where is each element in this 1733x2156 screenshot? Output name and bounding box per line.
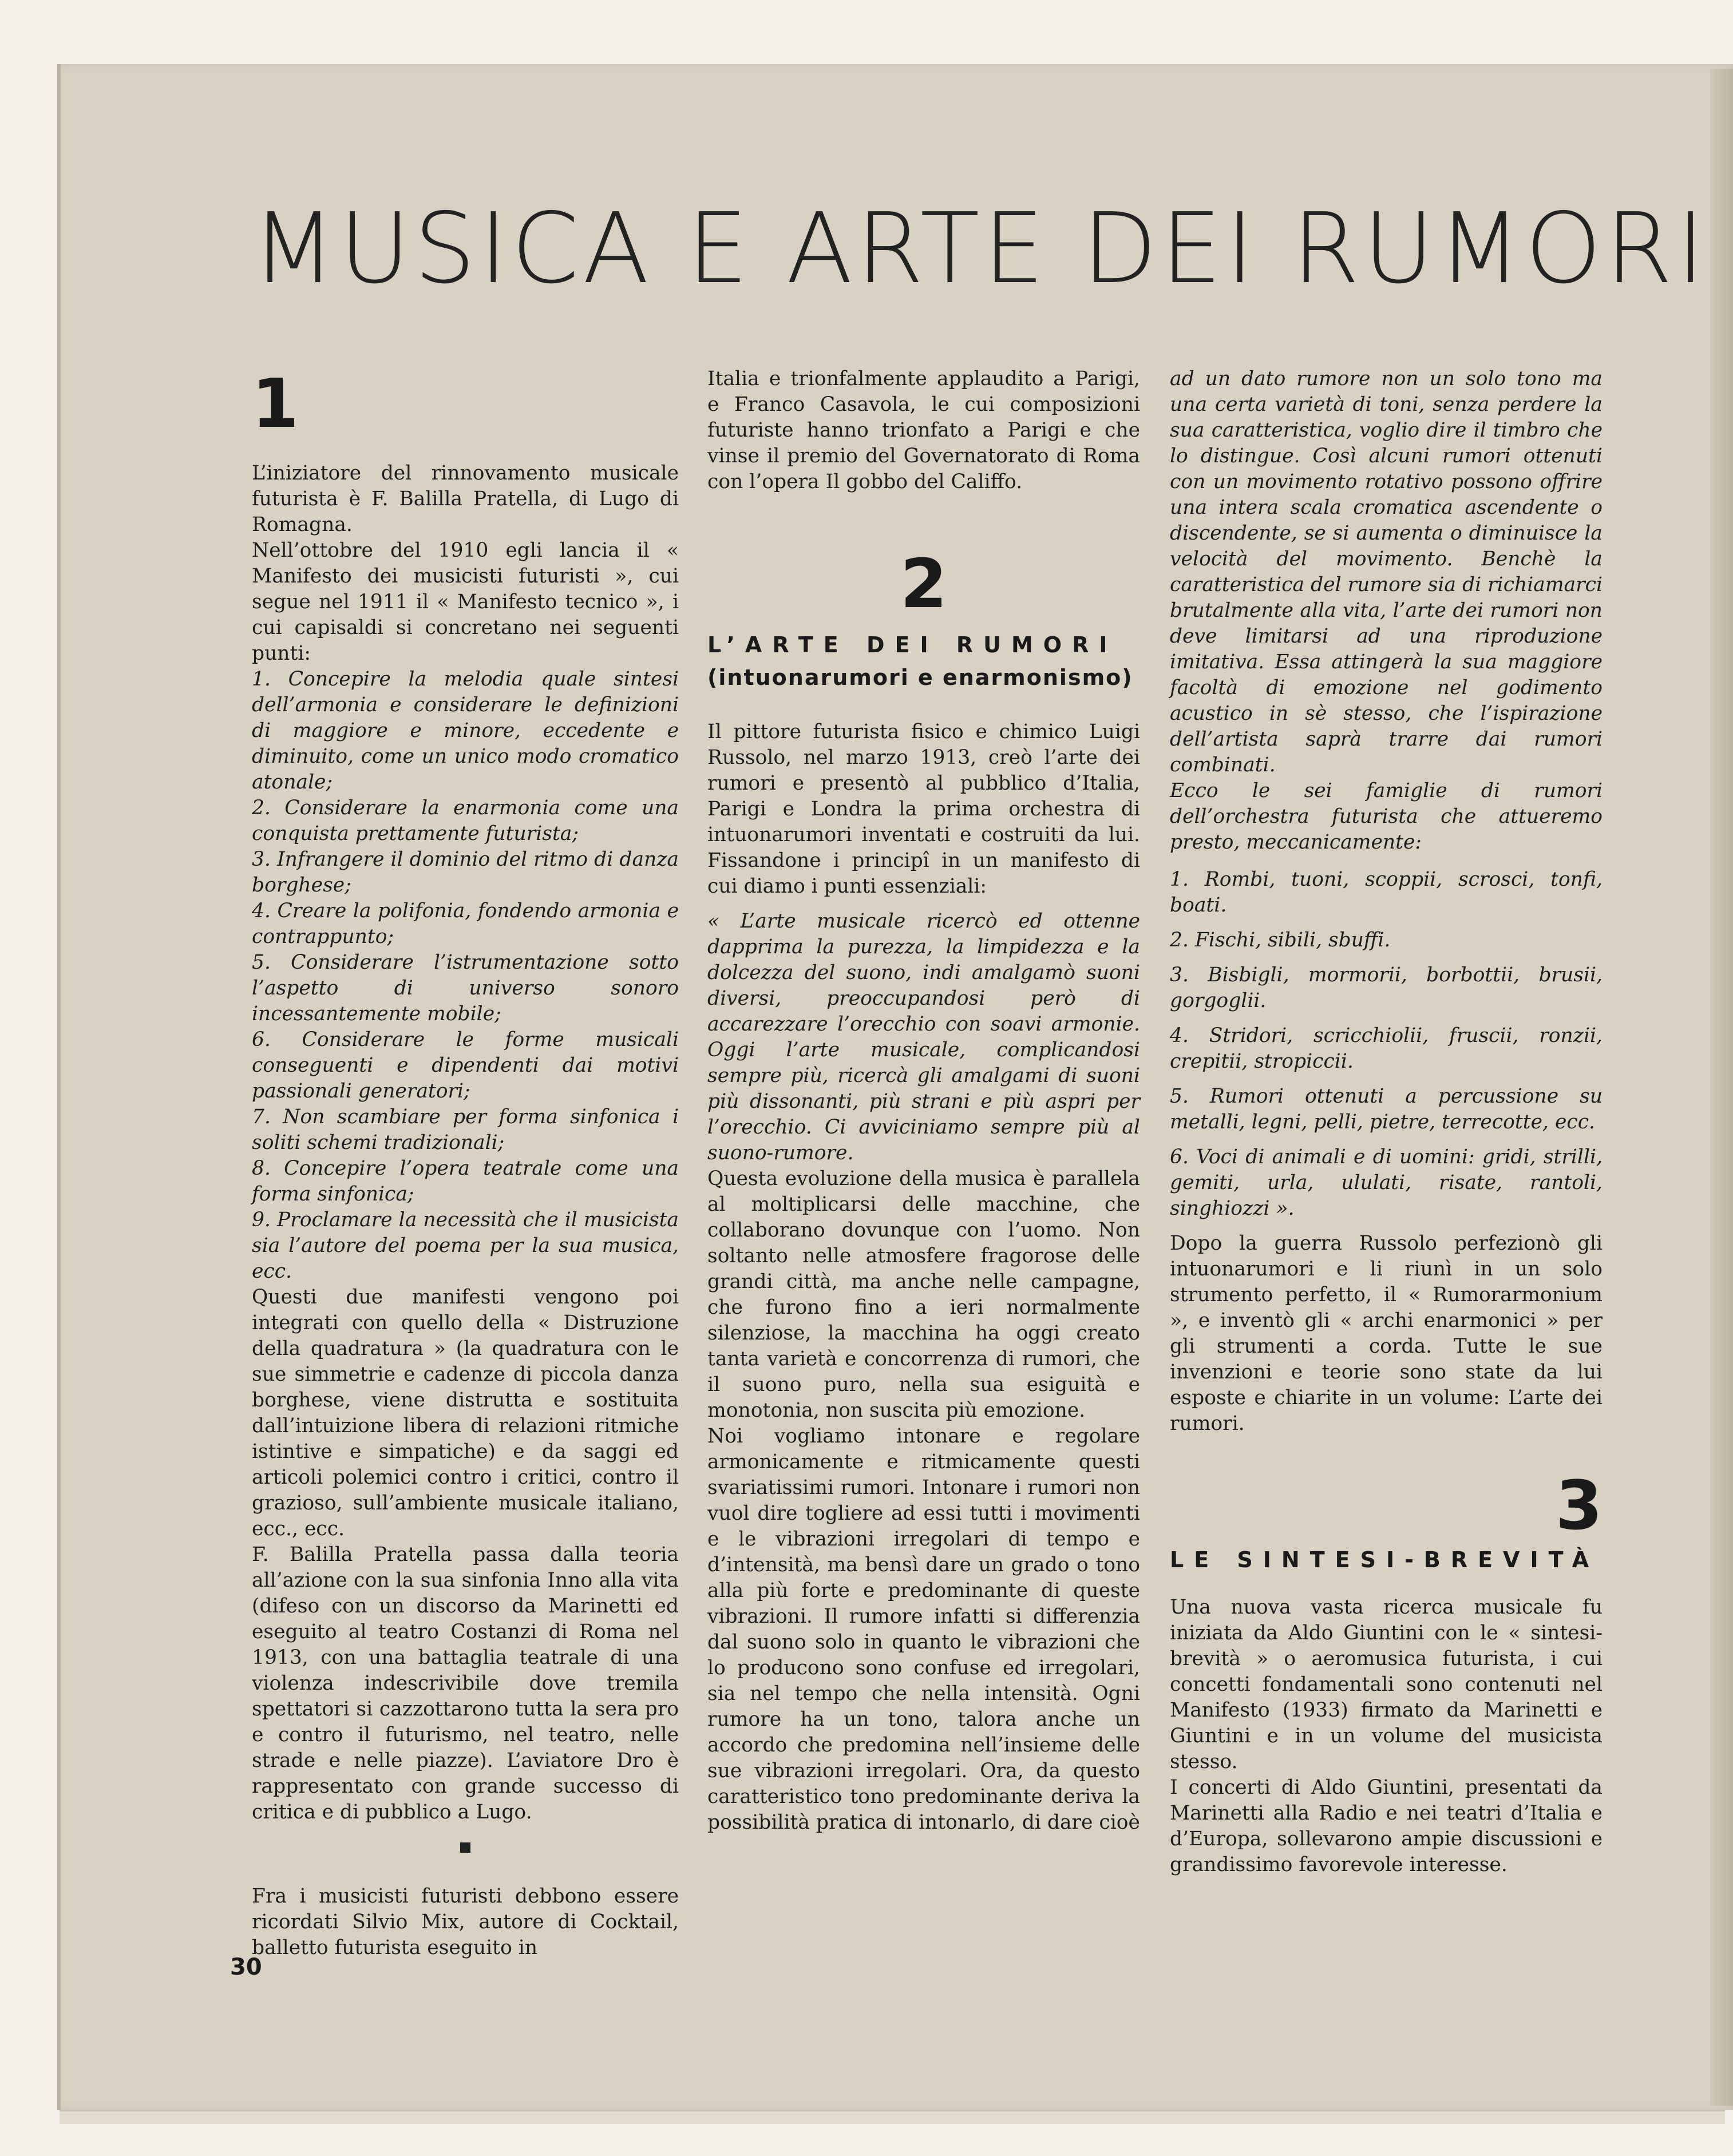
manifesto-point: 6. Considerare le forme musicali conseguenti e dipendenti dai motivi passionali generatori; [252, 1028, 679, 1103]
section-heading-3: LE SINTESI-BREVITÀ [1170, 1547, 1599, 1572]
noise-family: 2. Fischi, sibili, sbuffi. [1170, 929, 1391, 952]
manifesto-points [252, 667, 679, 1285]
noise-families [1170, 867, 1603, 1222]
section-heading-2: L’ARTE DEI RUMORI [707, 632, 1118, 657]
col3-quote-1: ad un dato rumore non un solo tono ma una certa varietà di toni, senza perdere la sua caratteristica, voglio dire il timbro che lo distingue. Così alcuni rumori ottenuti con un movimento rotativo possono offrire una intera scala cromatica ascendente o discendente, se si aumenta o diminuisce la velocità del movimento. Benchè la caratteristica del rumore sia di richiamarci brutalmente alla vita, l’arte dei rumori non deve limitarsi ad una riproduzione imitativa. Essa attingerà la sua maggiore facoltà di emozione nel godimento acustico in sè stesso, che l’ispirazione dell’artista saprà trarre dai rumori combinati. [1170, 367, 1603, 776]
square-bullet-icon [460, 1842, 470, 1853]
col3-paragraph-3: I concerti di Aldo Giuntini, presentati da Marinetti alla Radio e nei teatri d’Italia e d’Europa, sollevarono ampie discussioni e grandissimo favorevole interesse. [1170, 1776, 1603, 1876]
manifesto-point: 9. Proclamare la necessità che il musicista sia l’autore del poema per la sua musica, ecc. [252, 1208, 679, 1283]
noise-family: 5. Rumori ottenuti a percussione su metalli, legni, pelli, pietre, terrecotte, ecc. [1170, 1085, 1603, 1134]
manifesto-point: 2. Considerare la enarmonia come una conquista prettamente futurista; [252, 796, 679, 845]
manifesto-point: 7. Non scambiare per forma sinfonica i soliti schemi tradizionali; [252, 1105, 679, 1154]
column-3 [1170, 366, 1603, 1878]
col2-quote-2: Questa evoluzione della musica è parallela al moltiplicarsi delle macchine, che collaborano dovunque con l’uomo. Non soltanto nelle atmosfere fragorose delle grandi città, ma anche nelle campagne, che furono fino a ieri normalmente silenziose, la macchina ha oggi creato tanta varietà e concorrenza di rumori, che il suono puro, nella sua esiguità e monotonia, non suscita più emozione. [707, 1167, 1140, 1422]
section-number-1: 1 [252, 364, 299, 443]
col1-paragraph-2: Nell’ottobre del 1910 egli lancia il « Manifesto dei musicisti futuristi », cui segue nel 1911 il « Manifesto tecnico », i cui capisaldi si concretano nei seguenti punti: [252, 539, 679, 665]
manifesto-point: 4. Creare la polifonia, fondendo armonia e contrappunto; [252, 899, 679, 948]
col2-paragraph-1: Italia e trionfalmente applaudito a Parigi, e Franco Casavola, le cui composizioni futuriste hanno trionfato a Parigi e che vinse il premio del Governatorato di Roma con l’opera Il gobbo del Califfo. [707, 367, 1140, 493]
manifesto-point: 8. Concepire l’opera teatrale come una forma sinfonica; [252, 1157, 679, 1206]
noise-family: 4. Stridori, scricchiolii, fruscii, ronzii, crepitii, stropiccii. [1170, 1024, 1603, 1073]
section-number-3: 3 [1555, 1466, 1603, 1545]
noise-family: 6. Voci di animali e di uomini: gridi, strilli, gemiti, urla, ululati, risate, rantoli, singhiozzi ». [1170, 1146, 1603, 1220]
column-1 [252, 366, 679, 1961]
section-number-2: 2 [900, 544, 948, 623]
page-number: 30 [230, 1954, 262, 1980]
col2-quote-1: « L’arte musicale ricercò ed ottenne dapprima la purezza, la limpidezza e la dolcezza del suono, indi amalgamò suoni diversi, preoccupandosi però di accarezzare l’orecchio con soavi armonie. Oggi l’arte musicale, complicandosi sempre più, ricercà gli amalgami di suoni più dissonanti, più strani e più aspri per l’orecchio. Ci avviciniamo sempre più al suono-rumore. [707, 910, 1140, 1164]
col1-paragraph-4: F. Balilla Pratella passa dalla teoria all’azione con la sua sinfonia Inno alla vita (difeso con un discorso da Marinetti ed eseguito al teatro Costanzi di Roma nel 1913, con una battaglia teatrale di una violenza indescrivibile dove tremila spettatori si cazzottarono tutta la sera pro e contro il futurismo, nel teatro, nelle strade e nelle piazze). L’aviatore Dro è rappresentato con grande successo di critica e di pubblico a Lugo. [252, 1543, 679, 1824]
col3-paragraph-2: Una nuova vasta ricerca musicale fu iniziata da Aldo Giuntini con le « sintesi-brevità » o aeromusica futurista, i cui concetti fondamentali sono contenuti nel Manifesto (1933) firmato da Marinetti e Giuntini e in un volume del musicista stesso. [1170, 1596, 1603, 1773]
section-divider [252, 1825, 679, 1878]
section-subheading-2: (intuonarumori e enarmonismo) [707, 665, 1133, 690]
column-2 [707, 366, 1140, 1836]
col1-intro: L’iniziatore del rinnovamento musicale futurista è F. Balilla Pratella, di Lugo di Romagna. [252, 462, 679, 536]
noise-family: 3. Bisbigli, mormorii, borbottii, brusii, gorgoglii. [1170, 964, 1603, 1012]
manifesto-point: 1. Concepire la melodia quale sintesi dell’armonia e considerare le definizioni di maggiore e minore, eccedente e diminuito, come un unico modo cromatico atonale; [252, 668, 679, 794]
page-spine [1710, 69, 1733, 2106]
page-bottom-edge [60, 2110, 1725, 2124]
page-title: MUSICA E ARTE DEI RUMORI [252, 192, 1708, 306]
col2-paragraph-2: Il pittore futurista fisico e chimico Luigi Russolo, nel marzo 1913, creò l’arte dei rumori e presentò al pubblico d’Italia, Parigi e Londra la prima orchestra di intuonarumori inventati e costruiti da lui. Fissandone i principî in un manifesto di cui diamo i punti essenziali: [707, 720, 1140, 898]
col1-paragraph-3: Questi due manifesti vengono poi integrati con quello della « Distruzione della quadratura » (la quadratura con le sue simmetrie e cadenze di piccola danza borghese, viene distrutta e sostituita dall’intuizione libera di relazioni ritmiche istintive e simpatiche) e da saggi ed articoli polemici contro i critici, contro il grazioso, sull’ambiente musicale italiano, ecc., ecc. [252, 1286, 679, 1540]
col3-quote-2: Ecco le sei famiglie di rumori dell’orchestra futurista che attueremo presto, meccanicamente: [1170, 779, 1603, 854]
noise-family: 1. Rombi, tuoni, scoppii, scrosci, tonfi, boati. [1170, 868, 1603, 917]
col3-paragraph-1: Dopo la guerra Russolo perfezionò gli intuonarumori e li riunì in un solo strumento perfetto, il « Rumorarmonium », e inventò gli « archi enarmonici » per gli strumenti a corda. Tutte le sue invenzioni e teorie sono state da lui esposte e chiarite in un volume: L’arte dei rumori. [1170, 1232, 1603, 1435]
col1-paragraph-5: Fra i musicisti futuristi debbono essere ricordati Silvio Mix, autore di Cocktail, balletto futurista eseguito in [252, 1885, 679, 1959]
col2-quote-3: Noi vogliamo intonare e regolare armonicamente e ritmicamente questi svariatissimi rumori. Intonare i rumori non vuol dire togliere ad essi tutti i movimenti e le vibrazioni irregolari di tempo e d’intensità, ma bensì dare un grado o tono alla più forte e predominante di queste vibrazioni. Il rumore infatti si differenzia dal suono solo in quanto le vibrazioni che lo producono sono confuse ed irregolari, sia nel tempo che nella intensità. Ogni rumore ha un tono, talora anche un accordo che predomina nell’insieme delle sue vibrazioni irregolari. Ora, da questo caratteristico tono predominante deriva la possibilità pratica di intonarlo, di dare cioè [707, 1425, 1140, 1834]
manifesto-point: 5. Considerare l’istrumentazione sotto l’aspetto di universo sonoro incessantemente mobile; [252, 951, 679, 1025]
manifesto-point: 3. Infrangere il dominio del ritmo di danza borghese; [252, 848, 679, 897]
